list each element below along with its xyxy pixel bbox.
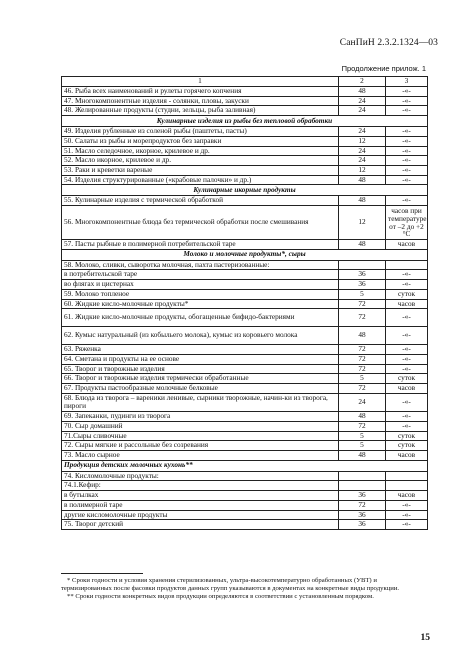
shelf-life-cell: 72 — [339, 500, 386, 510]
table-row — [62, 364, 428, 374]
shelf-life-cell: 72 — [339, 354, 386, 364]
unit-condition-cell — [386, 471, 428, 481]
table-row — [62, 96, 428, 106]
table-row — [62, 260, 428, 270]
product-name-cell: 48. Желированные продукты (студни, зельцы, рыба заливная) — [62, 106, 339, 116]
table-row — [62, 327, 428, 345]
product-name-cell: 50. Салаты из рыбы и морепродуктов без заправки — [62, 136, 339, 146]
shelf-life-cell: 5 — [339, 441, 386, 451]
unit-condition-cell: -«- — [386, 136, 428, 146]
unit-condition-cell: -«- — [386, 345, 428, 355]
shelf-life-cell: 48 — [339, 412, 386, 422]
product-name-cell: во флягах и цистернах — [62, 280, 339, 290]
unit-condition-cell: часов при температуре от –2 до +2 °С — [386, 206, 428, 240]
unit-condition-cell: часов — [386, 491, 428, 501]
table-row — [62, 206, 428, 240]
table-row — [62, 136, 428, 146]
table-row — [62, 450, 428, 460]
unit-condition-cell: -«- — [386, 270, 428, 280]
shelf-life-cell — [339, 260, 386, 270]
product-name-cell: 73. Масло сырное — [62, 450, 339, 460]
product-name-cell: 53. Раки и креветки вареные — [62, 165, 339, 175]
unit-condition-cell: -«- — [386, 175, 428, 185]
section-title: Продукция детских молочных кухонь** — [62, 460, 428, 471]
table-row — [62, 146, 428, 156]
table-row — [62, 299, 428, 309]
product-name-cell: 51. Масло селедочное, икорное, крилевое и др. — [62, 146, 339, 156]
shelf-life-cell: 36 — [339, 510, 386, 520]
table-row — [62, 106, 428, 116]
product-name-cell: 61. Жидкие кисло-молочные продукты, обогащенные бифидо-бактериями — [62, 309, 339, 327]
product-name-cell: 60. Жидкие кисло-молочные продукты* — [62, 299, 339, 309]
shelf-life-cell: 36 — [339, 280, 386, 290]
shelf-life-cell: 72 — [339, 384, 386, 394]
table-row — [62, 481, 428, 491]
unit-condition-cell: -«- — [386, 510, 428, 520]
product-name-cell: 57. Пасты рыбные в полимерной потребительской таре — [62, 240, 339, 250]
product-name-cell: 56. Многокомпонентные блюда без термической обработки после смешивания — [62, 206, 339, 240]
storage-table — [61, 76, 428, 530]
unit-condition-cell: -«- — [386, 196, 428, 206]
table-row — [62, 412, 428, 422]
unit-condition-cell: -«- — [386, 96, 428, 106]
unit-condition-cell: -«- — [386, 354, 428, 364]
table-row — [62, 309, 428, 327]
product-name-cell: 55. Кулинарные изделия с термической обработкой — [62, 196, 339, 206]
product-name-cell: 47. Многокомпонентные изделия - солянки, пловы, закуски — [62, 96, 339, 106]
product-name-cell: 68. Блюда из творога – вареники ленивые, сырники творожные, начин-ки из творога, пироги — [62, 393, 339, 411]
shelf-life-cell: 72 — [339, 299, 386, 309]
product-name-cell: в полимерной таре — [62, 500, 339, 510]
footnotes — [61, 577, 421, 601]
shelf-life-cell: 48 — [339, 327, 386, 345]
shelf-life-cell: 24 — [339, 127, 386, 137]
unit-condition-cell: -«- — [386, 127, 428, 137]
unit-condition-cell: часов — [386, 240, 428, 250]
unit-condition-cell: суток — [386, 374, 428, 384]
shelf-life-cell: 36 — [339, 520, 386, 530]
section-title: Кулинарные икорные продукты — [62, 185, 428, 196]
shelf-life-cell: 72 — [339, 364, 386, 374]
shelf-life-cell — [339, 481, 386, 491]
product-name-cell: 70. Сыр домашний — [62, 421, 339, 431]
product-name-cell: 64. Сметана и продукты на ее основе — [62, 354, 339, 364]
table-header-row — [62, 77, 428, 87]
shelf-life-cell: 12 — [339, 165, 386, 175]
column-header-2: 2 — [339, 77, 386, 87]
product-name-cell: 72. Сыры мягкие и рассольные без созревания — [62, 441, 339, 451]
table-row — [62, 270, 428, 280]
product-name-cell: 54. Изделия структурированные («крабовые палочки» и др.) — [62, 175, 339, 185]
shelf-life-cell: 24 — [339, 156, 386, 166]
table-row — [62, 471, 428, 481]
section-header-row — [62, 460, 428, 471]
unit-condition-cell: -«- — [386, 309, 428, 327]
table-row — [62, 491, 428, 501]
unit-condition-cell: -«- — [386, 412, 428, 422]
unit-condition-cell — [386, 260, 428, 270]
table-row — [62, 384, 428, 394]
unit-condition-cell: -«- — [386, 156, 428, 166]
continuation-label: Продолжение прилож. 1 — [341, 64, 426, 73]
product-name-cell: 63. Ряженка — [62, 345, 339, 355]
product-name-cell: 66. Творог и творожные изделия термически обработанные — [62, 374, 339, 384]
product-name-cell: другие кисломолочные продукты — [62, 510, 339, 520]
unit-condition-cell: -«- — [386, 500, 428, 510]
unit-condition-cell: суток — [386, 431, 428, 441]
unit-condition-cell: часов — [386, 384, 428, 394]
shelf-life-cell: 24 — [339, 146, 386, 156]
shelf-life-cell: 48 — [339, 87, 386, 97]
document-code: СанПиН 2.3.2.1324—03 — [339, 38, 438, 48]
column-header-3: 3 — [386, 77, 428, 87]
product-name-cell: 49. Изделия рубленные из соленой рыбы (паштеты, пасты) — [62, 127, 339, 137]
footnote-rule — [61, 573, 143, 574]
page-number: 15 — [420, 633, 430, 643]
table-row — [62, 345, 428, 355]
shelf-life-cell: 24 — [339, 393, 386, 411]
table-row — [62, 510, 428, 520]
product-name-cell: 46. Рыба всех наименований и рулеты горячего копчения — [62, 87, 339, 97]
product-name-cell: 65. Творог и творожные изделия — [62, 364, 339, 374]
unit-condition-cell: суток — [386, 441, 428, 451]
table-row — [62, 393, 428, 411]
shelf-life-cell: 12 — [339, 136, 386, 146]
shelf-life-cell: 72 — [339, 309, 386, 327]
unit-condition-cell — [386, 481, 428, 491]
table-row — [62, 374, 428, 384]
product-name-cell: 74. Кисломолочные продукты: — [62, 471, 339, 481]
footnote-1: * Сроки годности и условия хранения стерилизованных, ультра-высокотемпературно обработанных (УВТ) и термизированных после фасовки продуктов данных групп указываются в документах на конкретные виды продукции. — [61, 577, 400, 593]
product-name-cell: 58. Молоко, сливки, сыворотка молочная, пахта пастеризованные: — [62, 260, 339, 270]
unit-condition-cell: -«- — [386, 364, 428, 374]
unit-condition-cell: суток — [386, 289, 428, 299]
footnote-2: ** Сроки годности конкретных видов продукции определяются в соответствии с установленным порядком. — [67, 593, 374, 601]
table-row — [62, 520, 428, 530]
table-row — [62, 240, 428, 250]
table-row — [62, 354, 428, 364]
shelf-life-cell: 48 — [339, 240, 386, 250]
table-row — [62, 441, 428, 451]
table-row — [62, 196, 428, 206]
shelf-life-cell: 48 — [339, 196, 386, 206]
table-row — [62, 156, 428, 166]
unit-condition-cell: -«- — [386, 327, 428, 345]
table-row — [62, 280, 428, 290]
section-header-row — [62, 116, 428, 127]
shelf-life-cell: 5 — [339, 431, 386, 441]
product-name-cell: 71.Сыры сливочные — [62, 431, 339, 441]
shelf-life-cell: 12 — [339, 206, 386, 240]
shelf-life-cell: 36 — [339, 270, 386, 280]
shelf-life-cell: 24 — [339, 96, 386, 106]
unit-condition-cell: -«- — [386, 393, 428, 411]
table-row — [62, 87, 428, 97]
table-row — [62, 175, 428, 185]
shelf-life-cell: 36 — [339, 491, 386, 501]
unit-condition-cell: -«- — [386, 421, 428, 431]
table-row — [62, 289, 428, 299]
product-name-cell: в потребительской таре — [62, 270, 339, 280]
shelf-life-cell: 48 — [339, 450, 386, 460]
product-name-cell: 75. Творог детский — [62, 520, 339, 530]
shelf-life-cell: 5 — [339, 289, 386, 299]
table-row — [62, 500, 428, 510]
product-name-cell: 67. Продукты пастообразные молочные белковые — [62, 384, 339, 394]
column-header-1: 1 — [62, 77, 339, 87]
shelf-life-cell: 72 — [339, 345, 386, 355]
table-row — [62, 431, 428, 441]
unit-condition-cell: -«- — [386, 106, 428, 116]
shelf-life-cell: 48 — [339, 175, 386, 185]
unit-condition-cell: -«- — [386, 280, 428, 290]
product-name-cell: 69. Запеканки, пудинги из творога — [62, 412, 339, 422]
section-title: Молоко и молочные продукты*, сыры — [62, 249, 428, 260]
unit-condition-cell: часов — [386, 450, 428, 460]
unit-condition-cell: -«- — [386, 520, 428, 530]
section-header-row — [62, 185, 428, 196]
shelf-life-cell: 24 — [339, 106, 386, 116]
shelf-life-cell: 5 — [339, 374, 386, 384]
product-name-cell: 59. Молоко топленое — [62, 289, 339, 299]
table-row — [62, 127, 428, 137]
table-row — [62, 421, 428, 431]
product-name-cell: 62. Кумыс натуральный (из кобыльего молока), кумыс из коровьего молока — [62, 327, 339, 345]
shelf-life-cell — [339, 471, 386, 481]
product-name-cell: 52. Масло икорное, крилевое и др. — [62, 156, 339, 166]
shelf-life-cell: 72 — [339, 421, 386, 431]
unit-condition-cell: часов — [386, 299, 428, 309]
unit-condition-cell: -«- — [386, 165, 428, 175]
table-row — [62, 165, 428, 175]
product-name-cell: в бутылках — [62, 491, 339, 501]
product-name-cell: 74.1.Кефир: — [62, 481, 339, 491]
section-title: Кулинарные изделия из рыбы без тепловой обработки — [62, 116, 428, 127]
section-header-row — [62, 249, 428, 260]
unit-condition-cell: -«- — [386, 87, 428, 97]
unit-condition-cell: -«- — [386, 146, 428, 156]
